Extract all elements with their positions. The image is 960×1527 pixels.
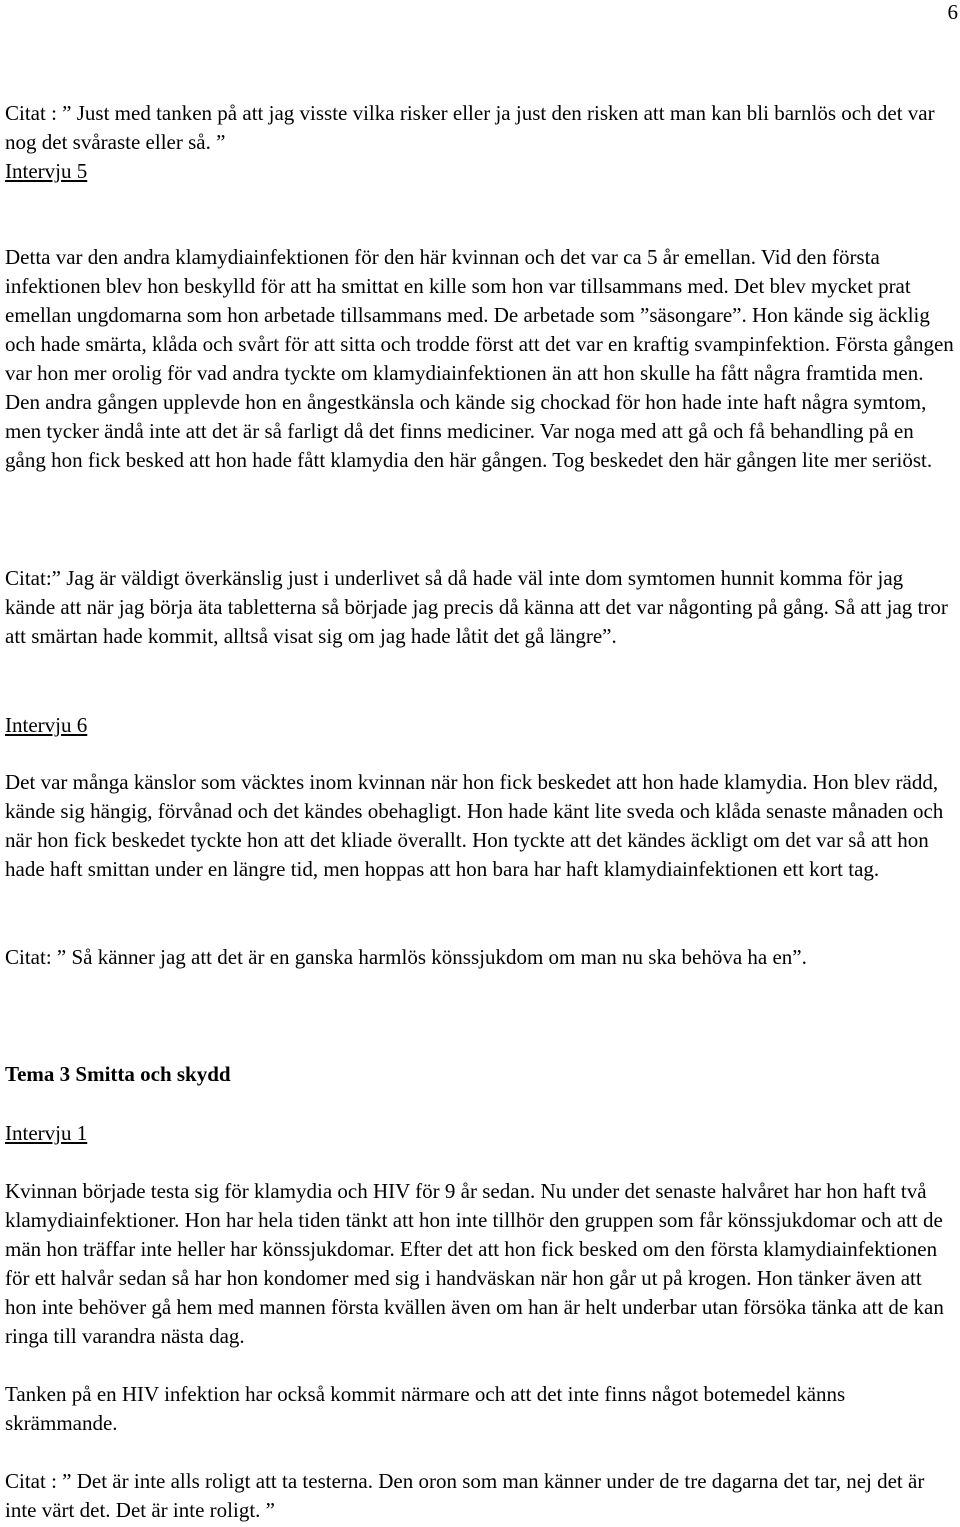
paragraph-intervju-6: Det var många känslor som väcktes inom kvinnan när hon fick beskedet att hon hade klamydia. Hon blev rädd, kände sig hängig, förvånad och det kändes obehagligt. Hon hade känt lite sveda och klåda senaste månaden och när hon fick beskedet tyckte hon att det kliade överallt. Hon tyckte att det kändes äckligt om det var så att hon hade haft smittan under en längre tid, men hoppas att hon bara har haft klamydiainfektionen ett kort tag. [5,770,944,881]
quote-2: Citat:” Jag är väldigt överkänslig just i underlivet så då hade väl inte dom symtomen hunnit komma för jag kände att när jag börja äta tabletterna så började jag precis då känna att det var någonting på gång. Så att jag tror att smärtan hade kommit, alltså visat sig om jag hade låtit det gå längre”. [5,566,948,648]
heading-intervju-1: Intervju 1 [5,1121,88,1145]
heading-intervju-5: Intervju 5 [5,159,88,183]
paragraph-intervju-1b: Tanken på en HIV infektion har också kommit närmare och att det inte finns något botemedel känns skrämmande. [5,1382,846,1435]
paragraph-intervju-5: Detta var den andra klamydiainfektionen för den här kvinnan och det var ca 5 år emellan. Vid den första infektionen blev hon beskylld för att ha smittat en kille som hon var tillsammans med. Det blev mycket prat emellan ungdomarna som hon arbetade tillsammans med. De arbetade som ”säsongare”. Hon kände sig äcklig och hade smärta, klåda och svårt för att sitta och trodde först att det var en kraftig svampinfektion. Första gången var hon mer orolig för vad andra tyckte om klamydiainfektionen än att hon skulle ha fått några framtida men. Den andra gången upplevde hon en ångestkänsla och kände sig chockad för hon hade inte haft några symtom, men tycker ändå inte att det är så farligt då det finns mediciner. Var noga med att gå och få behandling på en gång hon fick besked att hon hade fått klamydia den här gången. Tog beskedet den här gången lite mer seriöst. [5,245,954,472]
paragraph-intervju-1a: Kvinnan började testa sig för klamydia och HIV för 9 år sedan. Nu under det senaste halvåret har hon haft två klamydiainfektioner. Hon har hela tiden tänkt att hon inte tillhör den gruppen som får könssjukdomar och att de män hon träffar inte heller har könssjukdomar. Efter det att hon fick besked om den första klamydiainfektionen för ett halvår sedan så har hon kondomer med sig i handväskan när hon går ut på krogen. Hon tänker även att hon inte behöver gå hem med mannen första kvällen även om han är helt underbar utan försöka tänka att de kan ringa till varandra nästa dag. [5,1179,944,1348]
quote-1: Citat : ” Just med tanken på att jag visste vilka risker eller ja just den risken att man kan bli barnlös och det var nog det svåraste eller så. ” [5,101,935,154]
quote-3: Citat: ” Så känner jag att det är en ganska harmlös könssjukdom om man nu ska behöva ha en”. [5,945,807,969]
heading-tema-3: Tema 3 Smitta och skydd [5,1062,231,1086]
page-number: 6 [947,0,958,24]
heading-intervju-6: Intervju 6 [5,713,88,737]
quote-4: Citat : ” Det är inte alls roligt att ta testerna. Den oron som man känner under de tre dagarna det tar, nej det är inte värt det. Det är inte roligt. ” [5,1469,925,1522]
